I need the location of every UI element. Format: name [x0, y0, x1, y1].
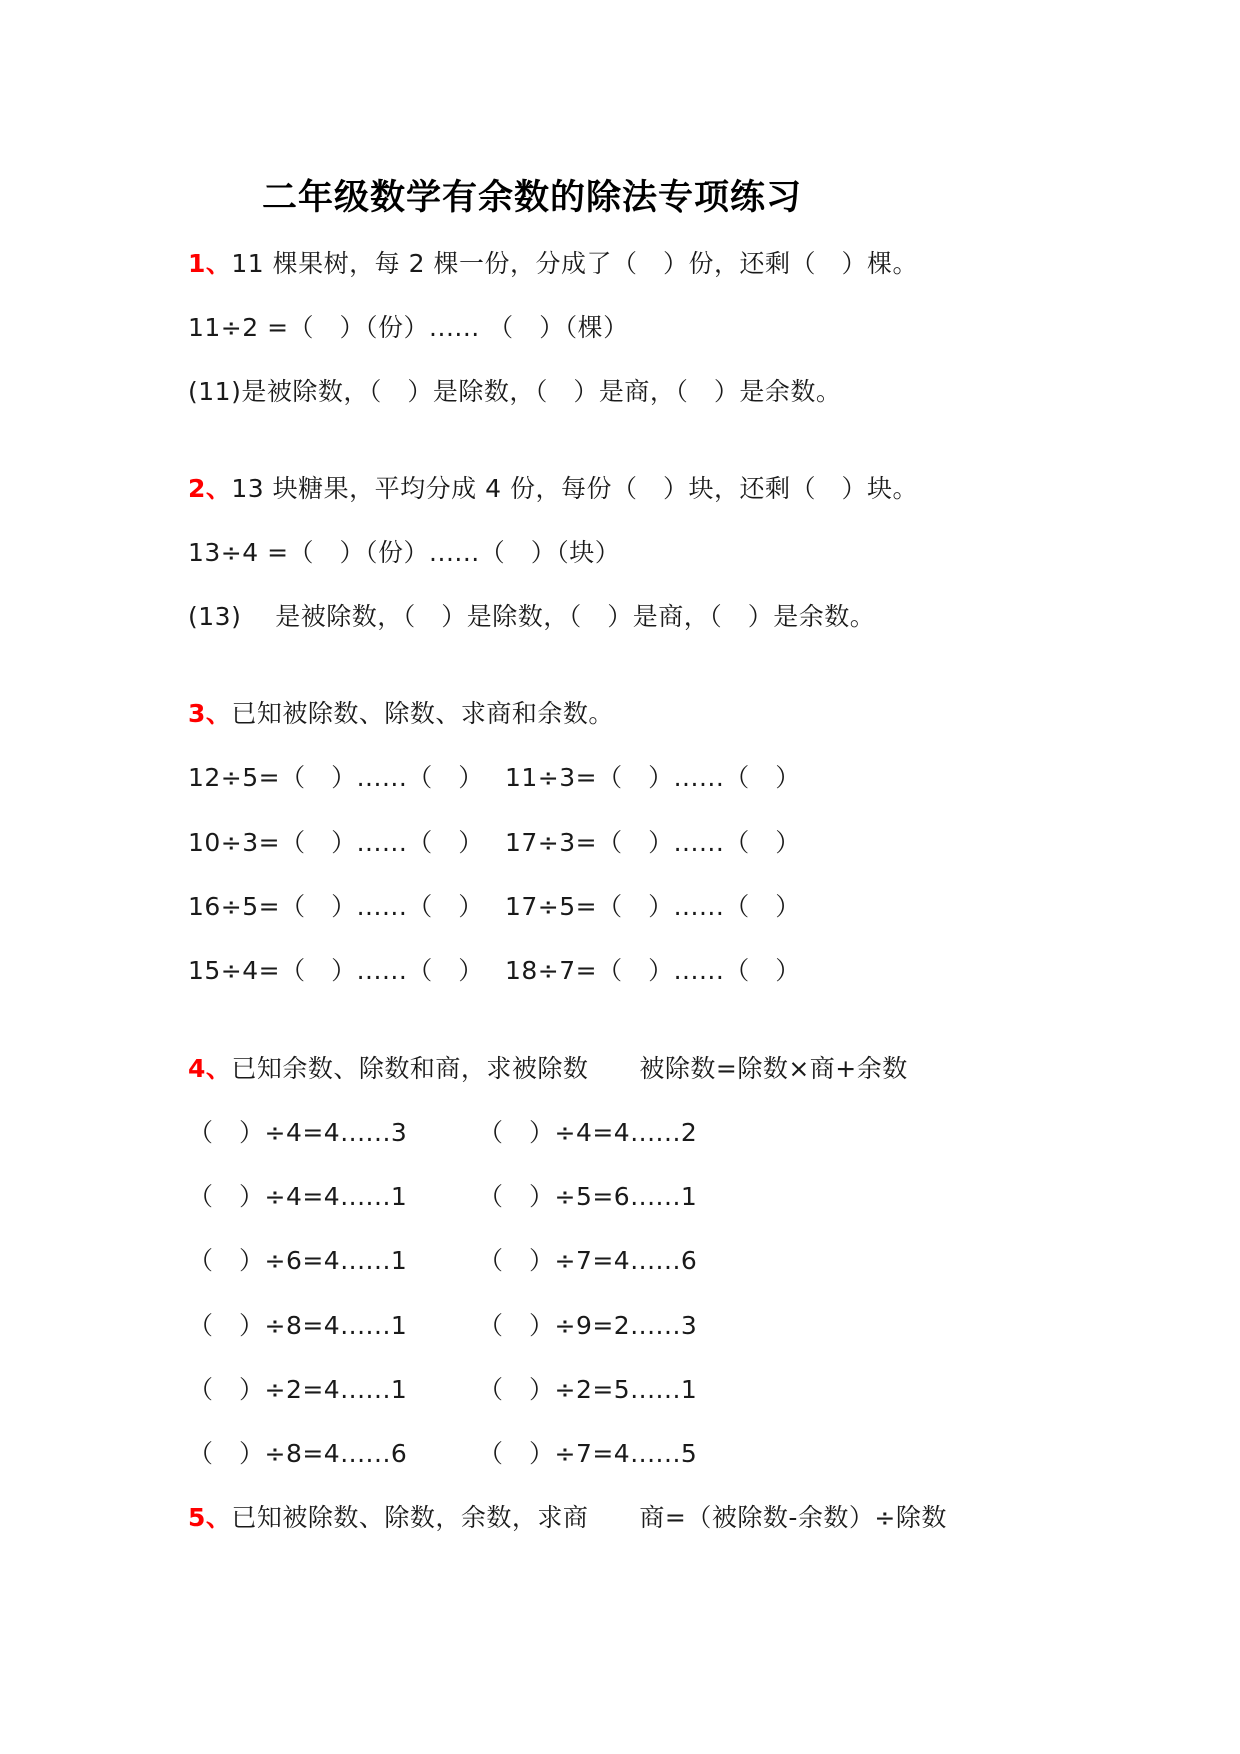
exercise-row-left: 12÷5=（ ）......（ ） — [188, 763, 484, 792]
page-title: 二年级数学有余数的除法专项练习 — [262, 178, 803, 218]
exercise-row-left: （ ）÷2=4......1 — [188, 1375, 408, 1404]
question-1 — [188, 244, 918, 280]
question-text: 已知被除数、除数、求商和余数。 — [231, 699, 614, 728]
question-text: 已知被除数、除数，余数，求商 商=（被除数-余数）÷除数 — [231, 1503, 947, 1532]
question-3 — [188, 694, 614, 730]
question-text: 13 块糖果，平均分成 4 份，每份（ ）块，还剩（ ）块。 — [231, 474, 918, 503]
question-5 — [188, 1498, 947, 1534]
exercise-row-left: 16÷5=（ ）......（ ） — [188, 892, 484, 921]
exercise-row-right: （ ）÷2=5......1 — [478, 1375, 698, 1404]
question-number: 1、 — [188, 249, 232, 278]
question-number: 5、 — [188, 1503, 232, 1532]
exercise-row-left: 10÷3=（ ）......（ ） — [188, 828, 484, 857]
exercise-row-right: （ ）÷7=4......6 — [478, 1246, 698, 1275]
question-text: 已知余数、除数和商，求被除数 被除数=除数×商+余数 — [231, 1054, 908, 1083]
question-4 — [188, 1049, 908, 1085]
exercise-row-left: 15÷4=（ ）......（ ） — [188, 956, 484, 985]
question-number: 3、 — [188, 699, 232, 728]
question-1-equation: 11÷2 =（ ）（份）...... （ ）（棵） — [188, 313, 629, 342]
exercise-row-right: （ ）÷4=4......2 — [478, 1118, 698, 1147]
question-2-equation: 13÷4 =（ ）（份）......（ ）（块） — [188, 538, 621, 567]
exercise-row-right: 17÷3=（ ）......（ ） — [505, 828, 801, 857]
exercise-row-right: （ ）÷5=6......1 — [478, 1182, 698, 1211]
exercise-row-right: 11÷3=（ ）......（ ） — [505, 763, 801, 792]
question-number: 2、 — [188, 474, 232, 503]
question-text: 11 棵果树，每 2 棵一份，分成了（ ）份，还剩（ ）棵。 — [231, 249, 918, 278]
exercise-row-left: （ ）÷8=4......1 — [188, 1311, 408, 1340]
exercise-row-right: （ ）÷9=2......3 — [478, 1311, 698, 1340]
exercise-row-left: （ ）÷4=4......3 — [188, 1118, 408, 1147]
question-number: 4、 — [188, 1054, 232, 1083]
exercise-row-right: 17÷5=（ ）......（ ） — [505, 892, 801, 921]
exercise-row-left: （ ）÷8=4......6 — [188, 1439, 408, 1468]
question-1-parts: (11)是被除数，（ ）是除数，（ ）是商，（ ）是余数。 — [188, 377, 842, 406]
question-2 — [188, 469, 918, 505]
exercise-row-left: （ ）÷6=4......1 — [188, 1246, 408, 1275]
exercise-row-right: 18÷7=（ ）......（ ） — [505, 956, 801, 985]
question-2-parts: (13) 是被除数，（ ）是除数，（ ）是商，（ ）是余数。 — [188, 602, 876, 631]
exercise-row-right: （ ）÷7=4......5 — [478, 1439, 698, 1468]
exercise-row-left: （ ）÷4=4......1 — [188, 1182, 408, 1211]
